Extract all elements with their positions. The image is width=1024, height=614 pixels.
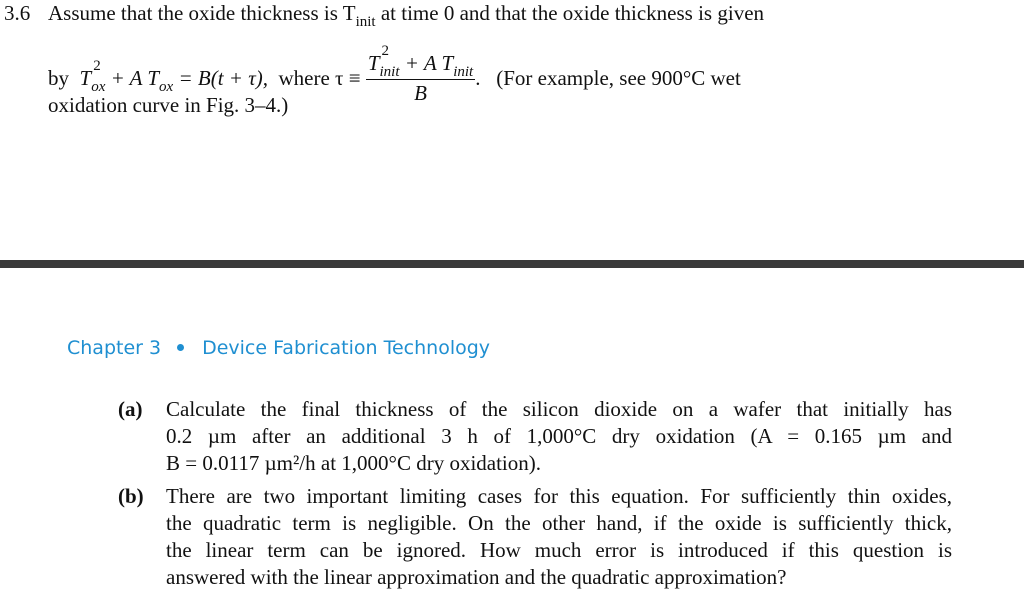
chapter-title: Device Fabrication Technology bbox=[202, 337, 491, 359]
chapter-header bbox=[67, 337, 490, 359]
bullet-icon bbox=[177, 344, 184, 351]
part-a-text: Calculate the final thickness of the silicon dioxide on a wafer that initially has 0.2 µm after an additional 3 h of 1,000°C dry oxidation (A = 0.165 µm and B = 0.0117 µm²/h at 1,000°C dry oxidation). bbox=[166, 397, 952, 475]
chapter-label: Chapter 3 bbox=[67, 337, 162, 359]
part-a-label: (a) bbox=[118, 397, 143, 421]
tau-fraction: T 2 $_{init}$ + A $T_{init}$ B bbox=[367, 43, 474, 105]
problem-line-1: Assume that the oxide thickness is $T_{init}$ at time 0 and that the oxide thickness is given bbox=[48, 1, 765, 30]
part-b-label: (b) bbox=[118, 484, 144, 508]
problem-line-2: by T 2 $_{ox}$ + A $T_{ox} = B(t + \tau)$, where τ ≡ T 2 $_{init}$ + A $T_{init}$ B . (For example, see 900°C wet bbox=[48, 43, 741, 105]
problem-line-3: oxidation curve in Fig. 3–4.) bbox=[48, 93, 289, 117]
problem-number: 3.6 bbox=[4, 1, 31, 25]
part-b-text: There are two important limiting cases for this equation. For sufficiently thin oxides, the quadratic term is negligible. On the other hand, if the oxide is sufficiently thick, the linear term can be ignored. How much error is introduced if this question is answered with the linear approximation and the quadratic approximation? bbox=[166, 484, 952, 589]
page-divider bbox=[0, 260, 1024, 268]
